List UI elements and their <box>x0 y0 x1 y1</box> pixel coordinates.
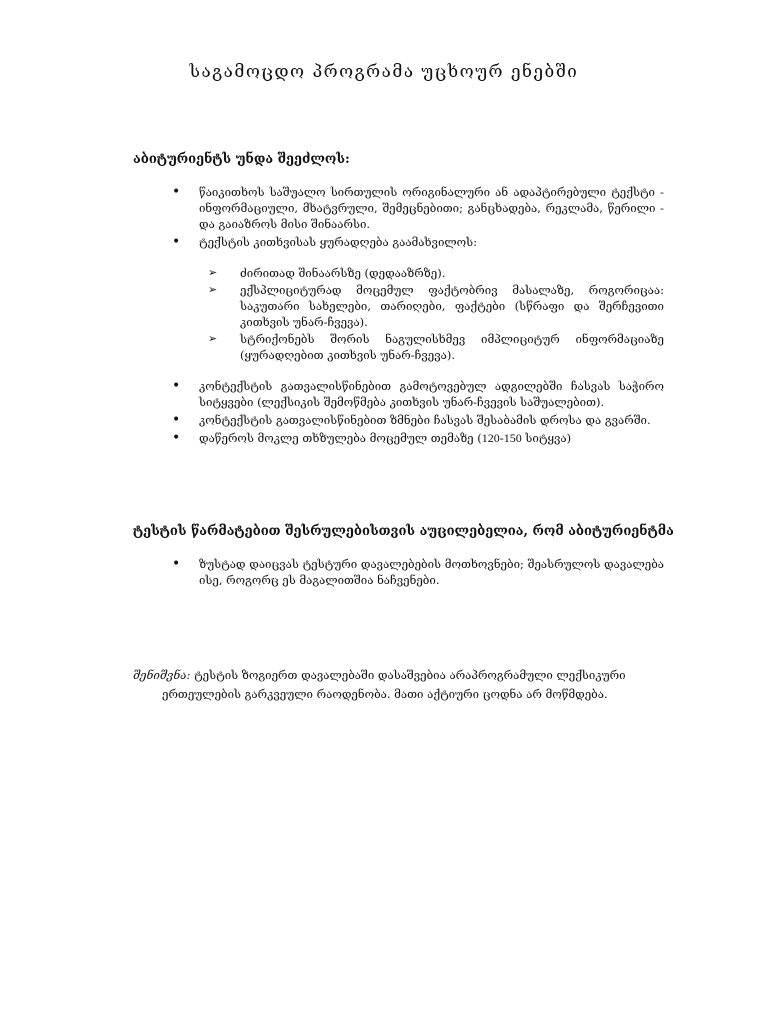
list-item: • კონტექსტის გათვალისწინებით ზმნები ჩასვას შესაბამის დროსა და გვარში. <box>172 412 664 428</box>
requirements-list <box>172 556 664 590</box>
skills-list-continued <box>172 378 664 448</box>
sub-list-item: ➢ ექსპლიციტურად მოცემულ ფაქტობრივ მასალაზე, როგორიცაა: საკუთარი სახელები, თარიღები, ფაქტები (სწრაფი და შერჩევითი კითხვის უნარ-ჩვევა). <box>208 282 664 330</box>
section-heading-skills: აბიტურიენტს უნდა შეეძლოს: <box>133 152 350 167</box>
note-line-2: ერთეულების გარკვეული რაოდენობა. მათი აქტიური ცოდნა არ მოწმდება. <box>162 687 608 701</box>
reading-focus-list <box>208 265 664 364</box>
sub-list-item: ➢ ძირითად შინაარსზე (დედააზრზე). <box>208 265 664 281</box>
list-item-essay <box>172 430 664 446</box>
essay-text: დაწეროს მოკლე თხზულება მოცემულ თემაზე ( <box>199 431 482 445</box>
footnote <box>133 666 668 704</box>
sub-list-item: ➢ სტრიქონებს შორის ნაგულისხმევ იმპლიციტურ ინფორმაციაზე (ყურადღებით კითხვის უნარ-ჩვევა). <box>208 331 664 363</box>
list-item: • ტექსტის კითხვისას ყურადღება გაამახვილოს: <box>172 234 664 250</box>
page-title: საგამოცდო პროგრამა უცხოურ ენებში <box>189 62 579 82</box>
list-item: • ზუსტად დაიცვას ტესტური დავალებების მოთხოვნები; შეასრულოს დავალება ისე, როგორც ეს მაგალითშია ნაჩვენები. <box>172 556 664 588</box>
skills-list <box>172 184 664 252</box>
note-label: შენიშვნა: <box>133 668 191 682</box>
essay-word-range: 120-150 <box>481 431 522 445</box>
section-heading-requirements: ტესტის წარმატებით შესრულებისთვის აუცილებელია, რომ აბიტურიენტმა <box>133 524 674 539</box>
list-item: • წაიკითხოს საშუალო სირთულის ორიგინალური ან ადაპტირებული ტექსტი - ინფორმაციული, მხატვრული, შემეცნებითი; განცხადება, რეკლამა, წერილი - და გაიაზროს მისი შინაარსი. <box>172 184 664 232</box>
essay-tail: სიტყვა) <box>521 431 572 445</box>
list-item: • კონტექსტის გათვალისწინებით გამოტოვებულ ადგილებში ჩასვას საჭირო სიტყვები (ლექსიკის შემოწმება კითხვის უნარ-ჩვევის საშუალებით). <box>172 378 664 410</box>
note-line-1: ტესტის ზოგიერთ დავალებაში დასაშვებია არაპროგრამული ლექსიკური <box>190 668 626 682</box>
